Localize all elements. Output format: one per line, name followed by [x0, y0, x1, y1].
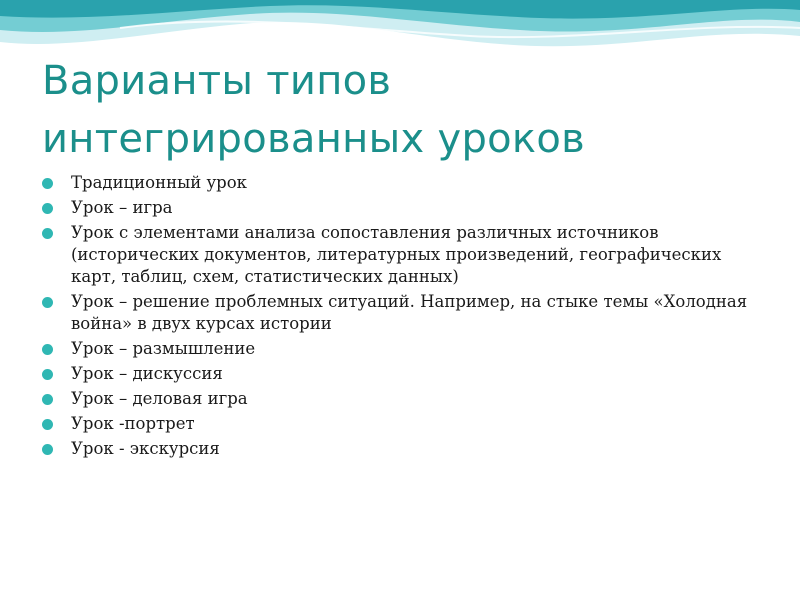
- slide-title-line-1: Варианты типов: [42, 58, 392, 104]
- bullet-item: [42, 413, 762, 435]
- bullet-dot-icon: [42, 178, 53, 189]
- bullet-dot-icon: [42, 203, 53, 214]
- bullet-text: Урок – решение проблемных ситуаций. Например, на стыке темы «Холодная война» в двух курсах истории: [71, 292, 748, 333]
- bullet-text: Урок -портрет: [71, 414, 195, 433]
- bullet-text: Урок с элементами анализа сопоставления различных источников (исторических документов, литературных произведений, географических карт, таблиц, схем, статистических данных): [71, 223, 722, 286]
- bullet-dot-icon: [42, 228, 53, 239]
- bullet-text: Урок - экскурсия: [71, 439, 220, 458]
- bullet-text: Урок – дискуссия: [71, 364, 223, 383]
- bullet-dot-icon: [42, 369, 53, 380]
- bullet-text: Урок – деловая игра: [71, 389, 248, 408]
- bullet-item: [42, 172, 762, 194]
- bullet-dot-icon: [42, 394, 53, 405]
- bullet-item: [42, 222, 762, 288]
- bullet-item: [42, 338, 762, 360]
- bullet-dot-icon: [42, 419, 53, 430]
- bullet-text: Урок – размышление: [71, 339, 256, 358]
- bullet-item: [42, 291, 762, 335]
- bullet-text: Традиционный урок: [71, 173, 247, 192]
- bullet-item: [42, 363, 762, 385]
- bullet-dot-icon: [42, 444, 53, 455]
- bullet-item: [42, 197, 762, 219]
- slide-title-line-2: интегрированных уроков: [42, 116, 586, 162]
- bullet-text: Урок – игра: [71, 198, 173, 217]
- bullet-dot-icon: [42, 344, 53, 355]
- bullet-list: [42, 172, 762, 463]
- bullet-dot-icon: [42, 297, 53, 308]
- bullet-item: [42, 438, 762, 460]
- bullet-item: [42, 388, 762, 410]
- slide-title: [42, 52, 772, 168]
